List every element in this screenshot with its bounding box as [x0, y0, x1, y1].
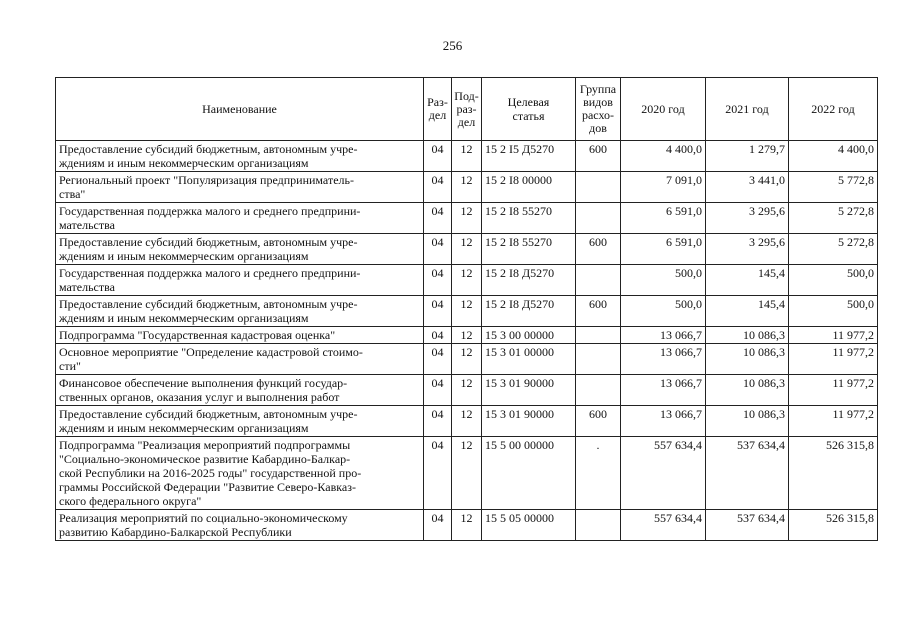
header-subsection: [452, 78, 482, 141]
cell-expense-group: [576, 172, 621, 203]
cell-name: Финансовое обеспечение выполнения функций государ- ственных органов, оказания услуг и выполнения работ: [56, 375, 424, 406]
cell-expense-group: 600: [576, 406, 621, 437]
cell-y2021: 3 295,6: [706, 203, 789, 234]
table-row: [56, 172, 878, 203]
table-row: [56, 203, 878, 234]
table-row: [56, 510, 878, 541]
cell-y2022: 5 272,8: [789, 203, 878, 234]
header-section-text: Раз- дел: [427, 95, 448, 122]
cell-y2020: 500,0: [621, 296, 706, 327]
cell-name: Государственная поддержка малого и среднего предприни- мательства: [56, 265, 424, 296]
cell-subsection: 12: [452, 437, 482, 510]
cell-expense-group: [576, 265, 621, 296]
cell-section: 04: [424, 141, 452, 172]
header-expense-group: [576, 78, 621, 141]
cell-name: Региональный проект "Популяризация предприниматель- ства": [56, 172, 424, 203]
cell-name: Реализация мероприятий по социально-экономическому развитию Кабардино-Балкарской Республики: [56, 510, 424, 541]
cell-section: 04: [424, 296, 452, 327]
table-row: [56, 375, 878, 406]
cell-expense-group: 600: [576, 234, 621, 265]
cell-subsection: 12: [452, 296, 482, 327]
cell-expense-group: [576, 510, 621, 541]
header-subsection-text: Под- раз- дел: [454, 88, 479, 129]
cell-subsection: 12: [452, 344, 482, 375]
cell-name: Подпрограмма "Реализация мероприятий подпрограммы "Социально-экономическое развитие Кабардино-Балкар- ской Республики на 2016-2025 годы" государственной про- граммы Российской Федерации "Развитие Северо-Кавказ- ского федерального округа": [56, 437, 424, 510]
cell-expense-group: [576, 203, 621, 234]
table-row: [56, 296, 878, 327]
cell-y2020: 13 066,7: [621, 406, 706, 437]
cell-section: 04: [424, 327, 452, 344]
cell-y2022: 5 272,8: [789, 234, 878, 265]
cell-name: Предоставление субсидий бюджетным, автономным учре- ждениям и иным некоммерческим организациям: [56, 296, 424, 327]
header-target-article: [482, 78, 576, 141]
cell-subsection: 12: [452, 510, 482, 541]
cell-y2021: 1 279,7: [706, 141, 789, 172]
header-2021: 2021 год: [706, 78, 789, 141]
cell-y2021: 3 441,0: [706, 172, 789, 203]
cell-y2020: 13 066,7: [621, 375, 706, 406]
cell-section: 04: [424, 437, 452, 510]
cell-y2022: 500,0: [789, 265, 878, 296]
cell-name: Предоставление субсидий бюджетным, автономным учре- ждениям и иным некоммерческим организациям: [56, 234, 424, 265]
table-row: [56, 234, 878, 265]
cell-y2022: 5 772,8: [789, 172, 878, 203]
cell-expense-group: [576, 327, 621, 344]
cell-y2021: 10 086,3: [706, 406, 789, 437]
cell-y2020: 7 091,0: [621, 172, 706, 203]
cell-target-article: 15 2 I8 Д5270: [482, 296, 576, 327]
cell-target-article: 15 2 I8 55270: [482, 203, 576, 234]
cell-y2021: 10 086,3: [706, 344, 789, 375]
cell-target-article: 15 2 I8 Д5270: [482, 265, 576, 296]
cell-expense-group: [576, 344, 621, 375]
cell-section: 04: [424, 234, 452, 265]
cell-subsection: 12: [452, 327, 482, 344]
cell-y2022: 526 315,8: [789, 437, 878, 510]
header-target-article-text: Целевая статья: [507, 95, 550, 123]
cell-y2021: 3 295,6: [706, 234, 789, 265]
cell-name: Основное мероприятие "Определение кадастровой стоимо- сти": [56, 344, 424, 375]
cell-target-article: 15 2 I5 Д5270: [482, 141, 576, 172]
cell-y2020: 6 591,0: [621, 234, 706, 265]
header-2020: 2020 год: [621, 78, 706, 141]
cell-name: Предоставление субсидий бюджетным, автономным учре- ждениям и иным некоммерческим организациям: [56, 406, 424, 437]
cell-name: Предоставление субсидий бюджетным, автономным учре- ждениям и иным некоммерческим организациям: [56, 141, 424, 172]
cell-y2021: 145,4: [706, 265, 789, 296]
header-expense-group-text: Группа видов расхо- дов: [579, 82, 617, 135]
cell-section: 04: [424, 406, 452, 437]
cell-target-article: 15 3 01 90000: [482, 375, 576, 406]
page-number: 256: [442, 38, 463, 53]
cell-y2022: 4 400,0: [789, 141, 878, 172]
cell-section: 04: [424, 344, 452, 375]
cell-y2022: 526 315,8: [789, 510, 878, 541]
header-name: Наименование: [56, 78, 424, 141]
cell-name: Подпрограмма "Государственная кадастровая оценка": [56, 327, 424, 344]
cell-y2020: 557 634,4: [621, 437, 706, 510]
cell-expense-group: .: [576, 437, 621, 510]
cell-y2022: 11 977,2: [789, 327, 878, 344]
cell-y2020: 4 400,0: [621, 141, 706, 172]
header-2022: 2022 год: [789, 78, 878, 141]
cell-target-article: 15 2 I8 00000: [482, 172, 576, 203]
cell-target-article: 15 3 01 90000: [482, 406, 576, 437]
cell-subsection: 12: [452, 406, 482, 437]
cell-expense-group: 600: [576, 141, 621, 172]
cell-subsection: 12: [452, 265, 482, 296]
cell-subsection: 12: [452, 141, 482, 172]
header-section: [424, 78, 452, 141]
cell-subsection: 12: [452, 234, 482, 265]
cell-y2022: 11 977,2: [789, 344, 878, 375]
cell-section: 04: [424, 203, 452, 234]
cell-target-article: 15 3 01 00000: [482, 344, 576, 375]
cell-y2022: 11 977,2: [789, 375, 878, 406]
table-row: [56, 141, 878, 172]
cell-section: 04: [424, 172, 452, 203]
table-row: [56, 437, 878, 510]
cell-expense-group: [576, 375, 621, 406]
table-row: [56, 406, 878, 437]
table-row: [56, 344, 878, 375]
cell-target-article: 15 2 I8 55270: [482, 234, 576, 265]
table-body: [56, 141, 878, 541]
cell-target-article: 15 5 05 00000: [482, 510, 576, 541]
cell-expense-group: 600: [576, 296, 621, 327]
cell-y2021: 10 086,3: [706, 375, 789, 406]
cell-section: 04: [424, 265, 452, 296]
cell-subsection: 12: [452, 203, 482, 234]
budget-table: [55, 77, 878, 541]
cell-y2022: 11 977,2: [789, 406, 878, 437]
cell-y2021: 537 634,4: [706, 510, 789, 541]
cell-section: 04: [424, 375, 452, 406]
cell-subsection: 12: [452, 172, 482, 203]
cell-target-article: 15 3 00 00000: [482, 327, 576, 344]
cell-y2021: 145,4: [706, 296, 789, 327]
cell-y2020: 13 066,7: [621, 344, 706, 375]
cell-y2022: 500,0: [789, 296, 878, 327]
cell-target-article: 15 5 00 00000: [482, 437, 576, 510]
cell-subsection: 12: [452, 375, 482, 406]
cell-y2020: 13 066,7: [621, 327, 706, 344]
cell-y2021: 537 634,4: [706, 437, 789, 510]
table-row: [56, 327, 878, 344]
cell-section: 04: [424, 510, 452, 541]
cell-y2020: 500,0: [621, 265, 706, 296]
table-header-row: [56, 78, 878, 141]
cell-y2020: 6 591,0: [621, 203, 706, 234]
cell-y2020: 557 634,4: [621, 510, 706, 541]
table-row: [56, 265, 878, 296]
cell-name: Государственная поддержка малого и среднего предприни- мательства: [56, 203, 424, 234]
cell-y2021: 10 086,3: [706, 327, 789, 344]
